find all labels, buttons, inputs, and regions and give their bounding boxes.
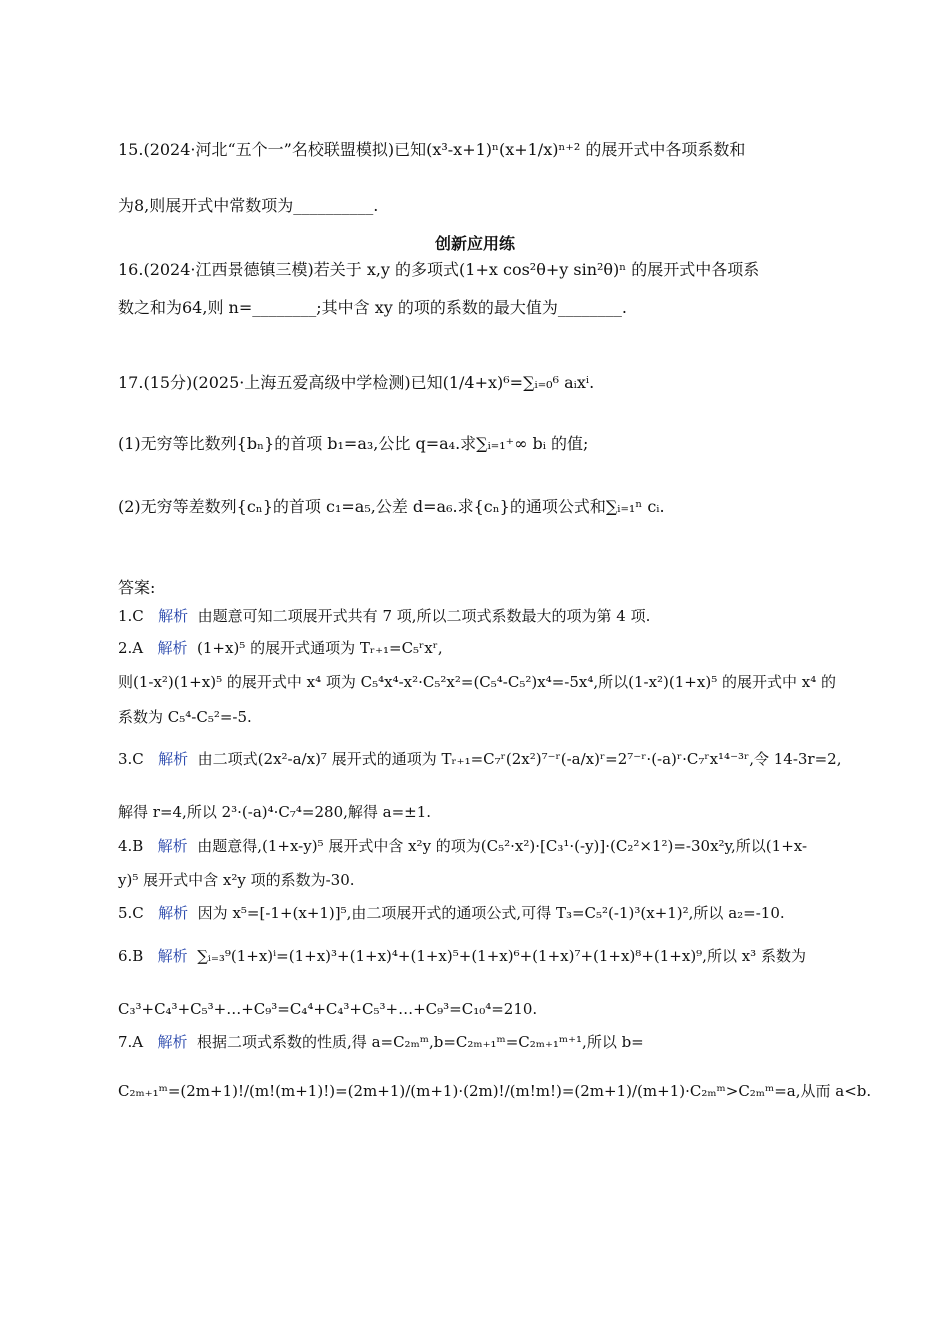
answer-num: 3.C (118, 750, 144, 768)
answer-7 (118, 1031, 644, 1053)
problem-15-line1: 15.(2024·河北“五个一”名校联盟模拟)已知(x³-x+1)ⁿ(x+1/x)ⁿ⁺² 的展开式中各项系数和 (118, 140, 746, 159)
analysis-tag: 解析 (158, 607, 189, 625)
answer-4-line2: y)⁵ 展开式中含 x²y 项的系数为-30. (118, 871, 355, 889)
answer-text: (1+x)⁵ 的展开式通项为 Tᵣ₊₁=C₅ʳxʳ, (197, 639, 443, 657)
answer-2-line3: 系数为 C₅⁴-C₅²=-5. (118, 708, 252, 726)
problem-17-part1: (1)无穷等比数列{bₙ}的首项 b₁=a₃,公比 q=a₄.求∑ᵢ₌₁⁺∞ bᵢ 的值; (118, 434, 589, 453)
answer-num: 1.C (118, 607, 144, 625)
answer-num: 5.C (118, 904, 144, 922)
answer-text: 由题意可知二项展开式共有 7 项,所以二项式系数最大的项为第 4 项. (197, 607, 651, 625)
answer-1 (118, 605, 650, 627)
analysis-tag: 解析 (158, 904, 189, 922)
answer-2-line2: 则(1-x²)(1+x)⁵ 的展开式中 x⁴ 项为 C₅⁴x⁴-x²·C₅²x²=(C₅⁴-C₅²)x⁴=-5x⁴,所以(1-x²)(1+x)⁵ 的展开式中 x⁴ 的 (118, 673, 836, 691)
analysis-tag: 解析 (157, 947, 188, 965)
answer-3 (118, 748, 842, 770)
analysis-tag: 解析 (157, 1033, 188, 1051)
answer-6-line2: C₃³+C₄³+C₅³+…+C₉³=C₄⁴+C₄³+C₅³+…+C₉³=C₁₀⁴=210. (118, 1000, 538, 1018)
answer-text: 根据二项式系数的性质,得 a=C₂ₘᵐ,b=C₂ₘ₊₁ᵐ=C₂ₘ₊₁ᵐ⁺¹,所以 b= (197, 1033, 644, 1051)
answer-5 (118, 902, 785, 924)
answer-6 (118, 945, 806, 967)
answer-text: 由二项式(2x²-a/x)⁷ 展开式的通项为 Tᵣ₊₁=C₇ʳ(2x²)⁷⁻ʳ(-a/x)ʳ=2⁷⁻ʳ·(-a)ʳ·C₇ʳx¹⁴⁻³ʳ,令 14-3r=2, (197, 750, 842, 768)
answer-7-line2: C₂ₘ₊₁ᵐ=(2m+1)!/(m!(m+1)!)=(2m+1)/(m+1)·(2m)!/(m!m!)=(2m+1)/(m+1)·C₂ₘᵐ>C₂ₘᵐ=a,从而 a<b. (118, 1082, 872, 1100)
answer-num: 2.A (118, 639, 144, 657)
analysis-tag: 解析 (157, 837, 188, 855)
answer-text: 因为 x⁵=[-1+(x+1)]⁵,由二项展开式的通项公式,可得 T₃=C₅²(-1)³(x+1)²,所以 a₂=-10. (197, 904, 785, 922)
answer-num: 4.B (118, 837, 144, 855)
problem-15-line2: 为8,则展开式中常数项为__________. (118, 196, 379, 215)
answer-text: ∑ᵢ₌₃⁹(1+x)ⁱ=(1+x)³+(1+x)⁴+(1+x)⁵+(1+x)⁶+(1+x)⁷+(1+x)⁸+(1+x)⁹,所以 x³ 系数为 (197, 947, 806, 965)
answer-text: 由题意得,(1+x-y)⁵ 展开式中含 x²y 的项为(C₅²·x²)·[C₃¹·(-y)]·(C₂²×1²)=-30x²y,所以(1+x- (197, 837, 808, 855)
answers-label: 答案: (118, 578, 156, 597)
problem-17-part2: (2)无穷等差数列{cₙ}的首项 c₁=a₅,公差 d=a₆.求{cₙ}的通项公式和∑ᵢ₌₁ⁿ cᵢ. (118, 497, 665, 516)
answer-num: 7.A (118, 1033, 144, 1051)
problem-16-line1: 16.(2024·江西景德镇三模)若关于 x,y 的多项式(1+x cos²θ+y sin²θ)ⁿ 的展开式中各项系 (118, 260, 760, 279)
section-title: 创新应用练 (434, 234, 515, 253)
problem-16-line2: 数之和为64,则 n=________;其中含 xy 的项的系数的最大值为________. (118, 298, 627, 317)
answer-4 (118, 835, 807, 857)
analysis-tag: 解析 (157, 639, 188, 657)
problem-17-line1: 17.(15分)(2025·上海五爱高级中学检测)已知(1/4+x)⁶=∑ᵢ₌₀⁶ aᵢxⁱ. (118, 373, 595, 392)
answer-num: 6.B (118, 947, 144, 965)
answer-2 (118, 637, 443, 659)
analysis-tag: 解析 (158, 750, 189, 768)
answer-3-line2: 解得 r=4,所以 2³·(-a)⁴·C₇⁴=280,解得 a=±1. (118, 803, 432, 821)
